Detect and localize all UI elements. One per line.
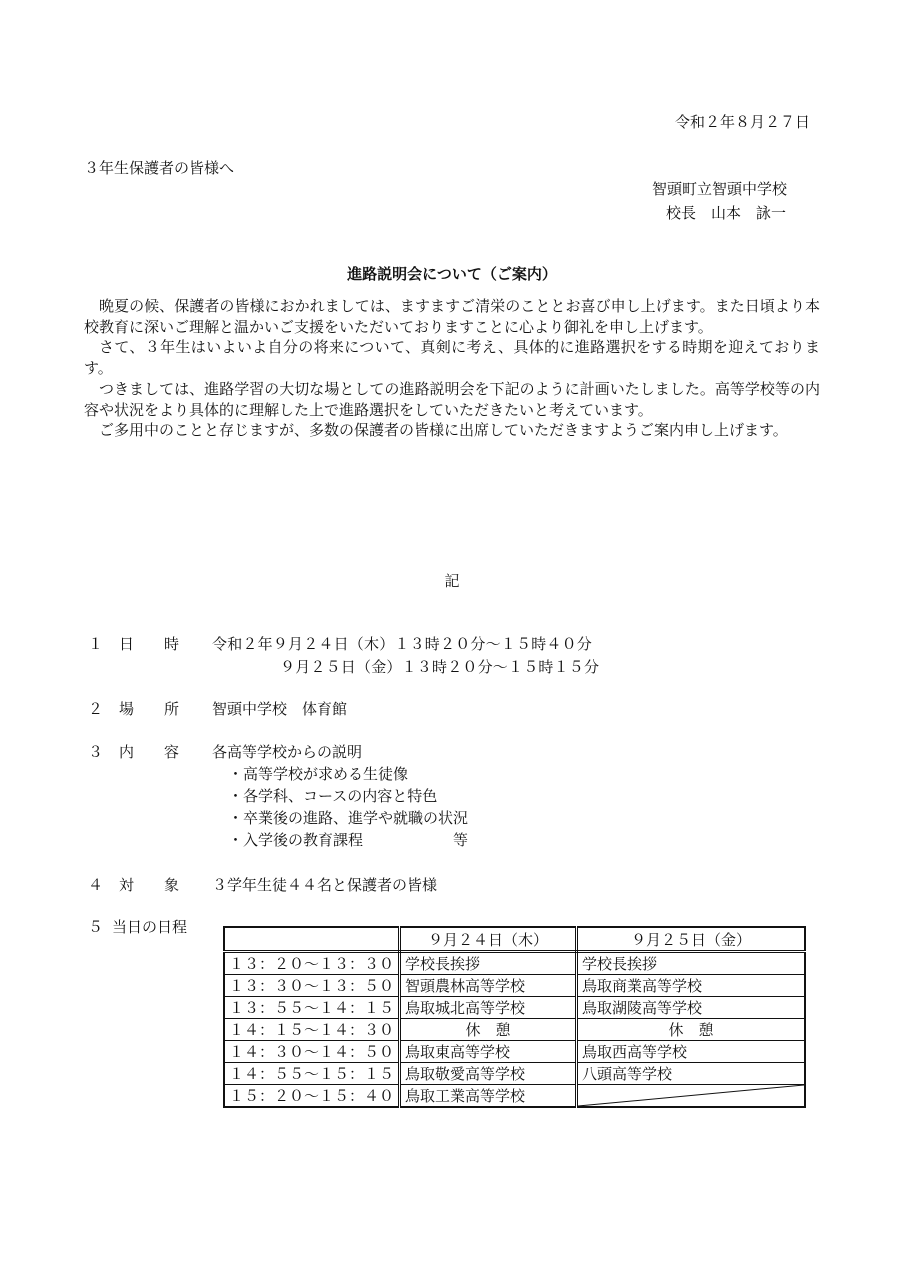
table-row	[224, 1019, 805, 1041]
item-3-number: ３	[88, 743, 104, 761]
table-row	[224, 1085, 805, 1108]
time-cell: １３：３０～１３：５０	[224, 975, 400, 997]
table-header-cell: ９月２５日（金）	[577, 927, 806, 952]
content-bullet: ・高等学校が求める生徒像	[228, 765, 409, 783]
table-header-cell	[224, 927, 400, 952]
item-4-number: ４	[88, 876, 104, 894]
document-title: 進路説明会について（ご案内）	[347, 265, 557, 283]
item-1-value-line1: 令和２年９月２４日（木）１３時２０分～１５時４０分	[212, 635, 593, 653]
day1-cell: 鳥取城北高等学校	[400, 997, 577, 1019]
time-cell: １４：１５～１４：３０	[224, 1019, 400, 1041]
item-3-value: 各高等学校からの説明	[212, 743, 363, 761]
table-row	[224, 975, 805, 997]
time-cell: １３：５５～１４：１５	[224, 997, 400, 1019]
body-paragraph: さて、３年生はいよいよ自分の将来について、真剣に考え、具体的に進路選択をする時期を迎えております。	[84, 338, 820, 378]
content-bullet: ・各学科、コースの内容と特色	[228, 787, 438, 805]
item-2-label: 場 所	[119, 700, 180, 718]
item-5-label: 当日の日程	[112, 918, 188, 936]
item-1-label: 日 時	[119, 635, 180, 653]
day1-cell: 学校長挨拶	[400, 952, 577, 975]
body-text	[84, 296, 820, 441]
day2-cell: 八頭高等学校	[577, 1063, 806, 1085]
day2-cell: 鳥取商業高等学校	[577, 975, 806, 997]
day1-cell: 鳥取東高等学校	[400, 1041, 577, 1063]
day1-cell: 鳥取敬愛高等学校	[400, 1063, 577, 1085]
item-4-label: 対 象	[119, 876, 180, 894]
sender-principal: 校長 山本 詠一	[665, 204, 786, 222]
item-5-number: ５	[88, 918, 104, 936]
table-row	[224, 1063, 805, 1085]
time-cell: １５：２０～１５：４０	[224, 1085, 400, 1108]
day2-cell: 鳥取湖陵高等学校	[577, 997, 806, 1019]
table-header-row	[224, 927, 805, 952]
diagonal-slash	[578, 1085, 804, 1106]
time-cell: １４：５５～１５：１５	[224, 1063, 400, 1085]
item-3-label: 内 容	[119, 743, 180, 761]
day2-cell: 鳥取西高等学校	[577, 1041, 806, 1063]
body-paragraph: ご多用中のことと存じますが、多数の保護者の皆様に出席していただきますようご案内申し上げます。	[99, 421, 788, 440]
body-paragraph: つきましては、進路学習の大切な場としての進路説明会を下記のように計画いたしました。高等学校等の内容や状況をより具体的に理解した上で進路選択をしていただきたいと考えています。	[84, 379, 820, 419]
item-1-value-line2: ９月２５日（金）１３時２０分～１５時１５分	[280, 658, 600, 676]
item-4-value: ３学年生徒４４名と保護者の皆様	[212, 876, 438, 894]
sender-school: 智頭町立智頭中学校	[651, 180, 787, 198]
item-2-value: 智頭中学校 体育館	[212, 700, 348, 718]
document-date: 令和２年８月２７日	[674, 113, 810, 131]
item-1-number: １	[88, 635, 104, 653]
item-2-number: ２	[88, 700, 104, 718]
table-row	[224, 1041, 805, 1063]
day1-cell: 休 憩	[400, 1019, 577, 1041]
body-paragraph: 晩夏の候、保護者の皆様におかれましては、ますますご清栄のこととお喜び申し上げます。また日頃より本校教育に深いご理解と温かいご支援をいただいておりますことに心より御礼を申し上げます。	[84, 297, 820, 336]
day2-cell: 休 憩	[577, 1019, 806, 1041]
table-header-cell: ９月２４日（木）	[400, 927, 577, 952]
day1-cell: 鳥取工業高等学校	[400, 1085, 577, 1108]
schedule-table	[223, 926, 806, 1108]
empty-slash-cell	[577, 1085, 806, 1108]
content-bullet: ・入学後の教育課程 等	[228, 831, 469, 849]
ki-heading: 記	[444, 572, 460, 590]
addressee: ３年生保護者の皆様へ	[84, 159, 235, 177]
time-cell: １４：３０～１４：５０	[224, 1041, 400, 1063]
day1-cell: 智頭農林高等学校	[400, 975, 577, 997]
table-row	[224, 952, 805, 975]
day2-cell: 学校長挨拶	[577, 952, 806, 975]
content-bullet: ・卒業後の進路、進学や就職の状況	[228, 809, 469, 827]
time-cell: １３：２０～１３：３０	[224, 952, 400, 975]
table-row	[224, 997, 805, 1019]
